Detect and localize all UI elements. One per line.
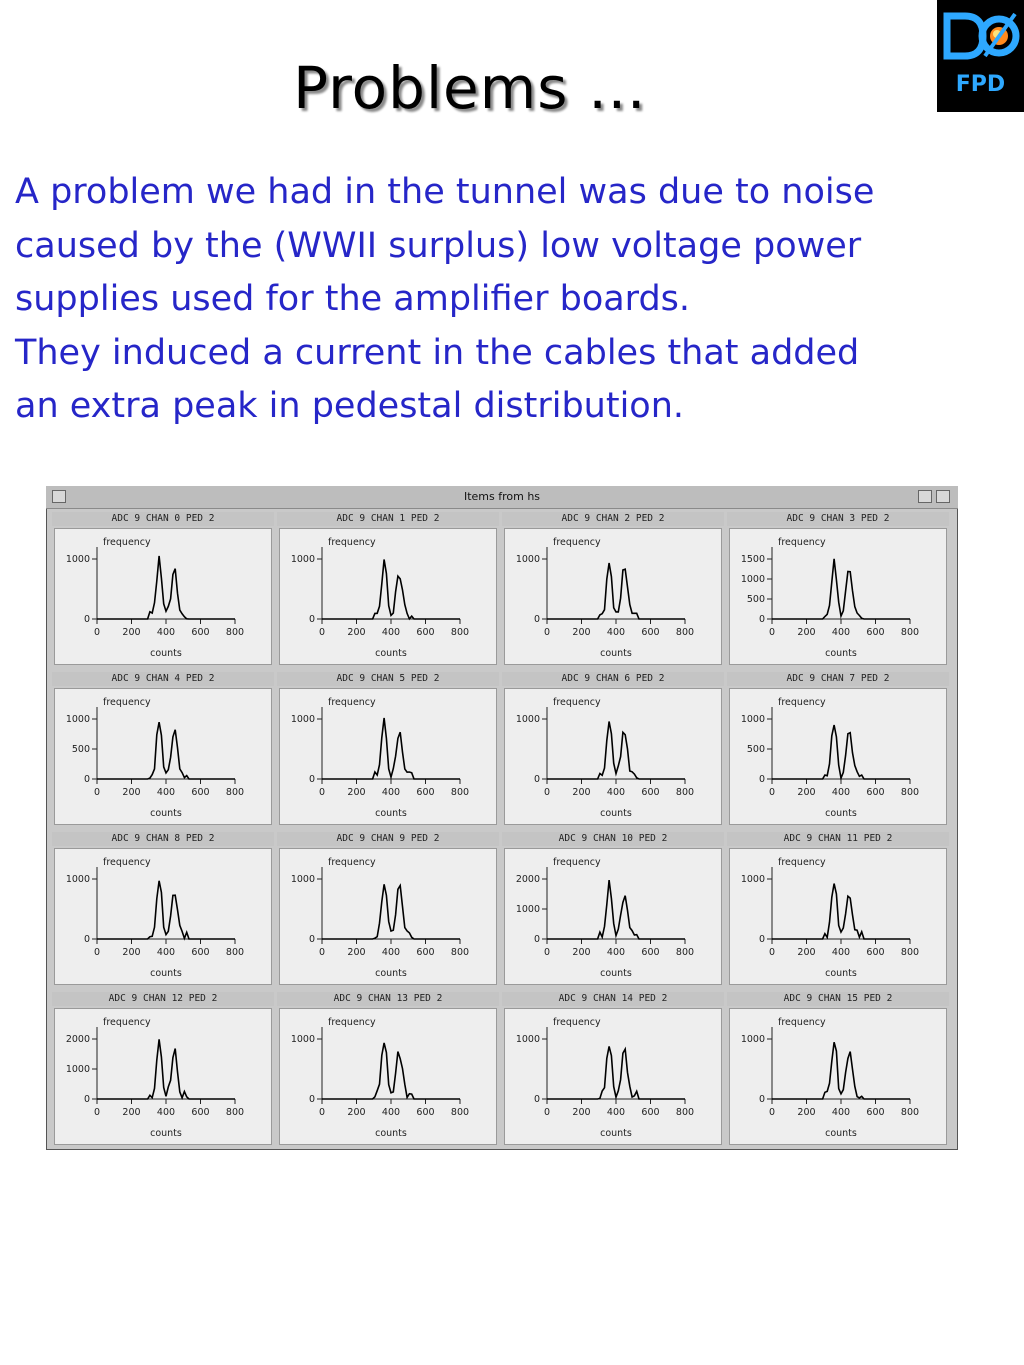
x-tick-label: 200 [347, 627, 366, 638]
x-tick-label: 0 [768, 947, 776, 958]
histogram-header: ADC 9 CHAN 0 PED 2 [52, 512, 274, 526]
histogram-header: ADC 9 CHAN 4 PED 2 [52, 672, 274, 686]
x-tick-label: 0 [543, 627, 551, 638]
d0-fpd-logo [937, 0, 1024, 112]
x-tick-label: 200 [572, 947, 591, 958]
histogram-header: ADC 9 CHAN 8 PED 2 [52, 832, 274, 846]
x-tick-label: 600 [416, 1107, 435, 1118]
fpd-label: FPD [955, 72, 1006, 97]
histogram-curve [97, 722, 235, 779]
y-tick-label: 1000 [740, 874, 765, 885]
histogram-curve [322, 718, 460, 779]
y-tick-label: 1000 [740, 1034, 765, 1045]
histogram-header: ADC 9 CHAN 11 PED 2 [727, 832, 949, 846]
histogram-header: ADC 9 CHAN 2 PED 2 [502, 512, 724, 526]
body-line: an extra peak in pedestal distribution. [15, 386, 685, 426]
x-tick-label: 400 [606, 1107, 626, 1118]
y-tick-label: 1000 [515, 1034, 540, 1045]
x-axis-label: counts [825, 1128, 857, 1139]
histogram-panel [727, 992, 949, 1148]
histogram-plot [729, 848, 947, 985]
histogram-panel [52, 672, 274, 828]
y-axis-label: frequency [103, 857, 151, 868]
x-tick-label: 600 [866, 627, 885, 638]
x-tick-label: 800 [450, 627, 470, 638]
histogram-panel [502, 512, 724, 668]
histogram-panel [502, 672, 724, 828]
histogram-plot [729, 1008, 947, 1145]
x-tick-label: 200 [572, 1107, 591, 1118]
x-tick-label: 400 [606, 627, 626, 638]
y-axis-label: frequency [328, 1017, 376, 1028]
y-tick-label: 0 [758, 934, 765, 945]
x-tick-label: 400 [831, 787, 851, 798]
x-tick-label: 400 [381, 947, 401, 958]
y-axis-label: frequency [553, 857, 601, 868]
x-tick-label: 400 [156, 787, 176, 798]
x-axis-label: counts [600, 1128, 632, 1139]
y-tick-label: 0 [758, 1094, 765, 1105]
y-tick-label: 0 [308, 614, 315, 625]
x-tick-label: 800 [900, 627, 920, 638]
x-tick-label: 0 [768, 787, 776, 798]
x-tick-label: 600 [866, 787, 885, 798]
x-tick-label: 200 [797, 1107, 816, 1118]
histogram-panel [52, 992, 274, 1148]
x-tick-label: 600 [866, 1107, 885, 1118]
x-tick-label: 0 [93, 787, 101, 798]
y-tick-label: 500 [746, 594, 765, 605]
histogram-plot [729, 528, 947, 665]
x-tick-label: 400 [156, 947, 176, 958]
x-tick-label: 400 [381, 1107, 401, 1118]
y-axis-label: frequency [553, 697, 601, 708]
histogram-curve [322, 560, 460, 620]
x-tick-label: 800 [900, 947, 920, 958]
histogram-header: ADC 9 CHAN 15 PED 2 [727, 992, 949, 1006]
x-axis-label: counts [150, 648, 182, 659]
histogram-curve [97, 1039, 235, 1099]
x-tick-label: 800 [450, 1107, 470, 1118]
x-axis-label: counts [600, 968, 632, 979]
x-tick-label: 400 [831, 627, 851, 638]
window-titlebar[interactable] [46, 486, 958, 509]
x-tick-label: 400 [156, 627, 176, 638]
y-tick-label: 1000 [65, 874, 90, 885]
x-tick-label: 800 [675, 947, 695, 958]
x-axis-label: counts [150, 808, 182, 819]
histogram-plot [54, 528, 272, 665]
x-tick-label: 600 [641, 787, 660, 798]
x-tick-label: 800 [900, 787, 920, 798]
x-tick-label: 800 [900, 1107, 920, 1118]
x-tick-label: 200 [347, 1107, 366, 1118]
histogram-panel [727, 672, 949, 828]
y-tick-label: 2000 [515, 874, 540, 885]
histogram-panel [277, 992, 499, 1148]
histogram-plot [279, 688, 497, 825]
y-axis-label: frequency [778, 857, 826, 868]
x-tick-label: 800 [675, 1107, 695, 1118]
x-tick-label: 0 [93, 1107, 101, 1118]
histogram-plot [54, 848, 272, 985]
y-axis-label: frequency [328, 537, 376, 548]
x-tick-label: 600 [416, 947, 435, 958]
x-tick-label: 800 [225, 787, 245, 798]
x-tick-label: 600 [191, 787, 210, 798]
histogram-panel [52, 832, 274, 988]
histogram-header: ADC 9 CHAN 5 PED 2 [277, 672, 499, 686]
y-tick-label: 500 [746, 744, 765, 755]
y-tick-label: 0 [308, 1094, 315, 1105]
x-tick-label: 0 [543, 947, 551, 958]
x-tick-label: 800 [675, 627, 695, 638]
x-tick-label: 200 [347, 947, 366, 958]
y-tick-label: 500 [71, 744, 90, 755]
x-axis-label: counts [600, 648, 632, 659]
y-tick-label: 1000 [740, 714, 765, 725]
x-tick-label: 200 [122, 787, 141, 798]
y-tick-label: 1000 [65, 1064, 90, 1075]
histogram-curve [772, 1042, 910, 1099]
x-axis-label: counts [150, 1128, 182, 1139]
x-tick-label: 0 [93, 627, 101, 638]
x-tick-label: 0 [543, 1107, 551, 1118]
x-tick-label: 200 [122, 1107, 141, 1118]
x-tick-label: 400 [381, 787, 401, 798]
x-tick-label: 400 [381, 627, 401, 638]
y-tick-label: 0 [308, 934, 315, 945]
histogram-curve [547, 1046, 685, 1099]
x-tick-label: 800 [450, 947, 470, 958]
y-tick-label: 1000 [290, 554, 315, 565]
histogram-grid [52, 512, 952, 1146]
histogram-curve [547, 722, 685, 780]
body-line: supplies used for the amplifier boards. [15, 279, 691, 319]
x-axis-label: counts [825, 968, 857, 979]
body-line: caused by the (WWII surplus) low voltage power [15, 225, 862, 266]
x-tick-label: 0 [318, 947, 326, 958]
histogram-panel [502, 992, 724, 1148]
y-tick-label: 2000 [65, 1034, 90, 1045]
x-tick-label: 800 [225, 1107, 245, 1118]
histogram-plot [54, 688, 272, 825]
x-axis-label: counts [375, 968, 407, 979]
y-tick-label: 1000 [515, 714, 540, 725]
x-axis-label: counts [150, 968, 182, 979]
x-tick-label: 800 [450, 787, 470, 798]
histogram-plot [54, 1008, 272, 1145]
histogram-header: ADC 9 CHAN 7 PED 2 [727, 672, 949, 686]
y-tick-label: 1000 [740, 574, 765, 585]
maximize-button[interactable] [936, 490, 950, 503]
body-line: They induced a current in the cables that added [15, 332, 860, 373]
histogram-curve [772, 559, 910, 619]
x-tick-label: 200 [122, 947, 141, 958]
x-tick-label: 800 [675, 787, 695, 798]
y-tick-label: 0 [758, 614, 765, 625]
x-tick-label: 0 [318, 627, 326, 638]
histogram-plot [504, 688, 722, 825]
histogram-plot [504, 528, 722, 665]
histogram-panel [502, 832, 724, 988]
d0-logo-icon [937, 0, 1024, 72]
x-tick-label: 600 [866, 947, 885, 958]
x-tick-label: 0 [318, 787, 326, 798]
y-axis-label: frequency [778, 1017, 826, 1028]
y-axis-label: frequency [328, 697, 376, 708]
y-tick-label: 1000 [290, 714, 315, 725]
x-axis-label: counts [375, 648, 407, 659]
x-tick-label: 600 [191, 947, 210, 958]
y-tick-label: 0 [83, 1094, 90, 1105]
histogram-panel [277, 512, 499, 668]
histogram-curve [547, 880, 685, 939]
x-axis-label: counts [825, 648, 857, 659]
x-tick-label: 600 [416, 787, 435, 798]
x-axis-label: counts [600, 808, 632, 819]
histogram-plot [729, 688, 947, 825]
x-tick-label: 800 [225, 627, 245, 638]
x-tick-label: 200 [572, 787, 591, 798]
histogram-curve [547, 563, 685, 619]
histogram-panel [277, 832, 499, 988]
y-axis-label: frequency [778, 537, 826, 548]
x-tick-label: 600 [641, 1107, 660, 1118]
histogram-curve [97, 881, 235, 939]
y-tick-label: 0 [308, 774, 315, 785]
histogram-header: ADC 9 CHAN 14 PED 2 [502, 992, 724, 1006]
histogram-window [46, 486, 958, 1150]
y-tick-label: 0 [533, 774, 540, 785]
y-tick-label: 0 [83, 614, 90, 625]
y-tick-label: 0 [533, 934, 540, 945]
x-axis-label: counts [375, 1128, 407, 1139]
y-tick-label: 1500 [740, 554, 765, 565]
minimize-button[interactable] [918, 490, 932, 503]
x-tick-label: 400 [606, 787, 626, 798]
y-axis-label: frequency [553, 537, 601, 548]
histogram-plot [279, 1008, 497, 1145]
x-tick-label: 800 [225, 947, 245, 958]
x-tick-label: 400 [831, 947, 851, 958]
histogram-panel [277, 672, 499, 828]
x-tick-label: 200 [797, 627, 816, 638]
x-tick-label: 200 [797, 947, 816, 958]
slide-title: Problems … [293, 54, 647, 122]
y-tick-label: 1000 [65, 554, 90, 565]
x-tick-label: 0 [543, 787, 551, 798]
y-axis-label: frequency [103, 537, 151, 548]
histogram-plot [504, 848, 722, 985]
histogram-header: ADC 9 CHAN 12 PED 2 [52, 992, 274, 1006]
histogram-plot [279, 848, 497, 985]
y-tick-label: 0 [83, 934, 90, 945]
x-tick-label: 600 [191, 627, 210, 638]
x-tick-label: 600 [416, 627, 435, 638]
y-axis-label: frequency [103, 697, 151, 708]
y-axis-label: frequency [103, 1017, 151, 1028]
histogram-panel [727, 832, 949, 988]
x-tick-label: 600 [191, 1107, 210, 1118]
x-tick-label: 200 [797, 787, 816, 798]
x-axis-label: counts [375, 808, 407, 819]
histogram-plot [279, 528, 497, 665]
histogram-panel [52, 512, 274, 668]
x-tick-label: 600 [641, 947, 660, 958]
histogram-panel [727, 512, 949, 668]
y-axis-label: frequency [328, 857, 376, 868]
x-tick-label: 600 [641, 627, 660, 638]
histogram-header: ADC 9 CHAN 3 PED 2 [727, 512, 949, 526]
histogram-header: ADC 9 CHAN 13 PED 2 [277, 992, 499, 1006]
x-tick-label: 400 [156, 1107, 176, 1118]
histogram-curve [772, 725, 910, 779]
x-tick-label: 400 [831, 1107, 851, 1118]
body-paragraph [15, 166, 1015, 434]
x-tick-label: 200 [572, 627, 591, 638]
histogram-header: ADC 9 CHAN 9 PED 2 [277, 832, 499, 846]
window-title: Items from hs [463, 490, 541, 503]
histogram-curve [772, 884, 910, 939]
y-tick-label: 1000 [290, 874, 315, 885]
x-tick-label: 200 [347, 787, 366, 798]
y-tick-label: 1000 [65, 714, 90, 725]
histogram-curve [322, 1043, 460, 1099]
y-tick-label: 0 [758, 774, 765, 785]
x-tick-label: 400 [606, 947, 626, 958]
y-tick-label: 1000 [515, 904, 540, 915]
histogram-curve [322, 884, 460, 939]
y-tick-label: 0 [83, 774, 90, 785]
x-tick-label: 0 [768, 1107, 776, 1118]
body-line: A problem we had in the tunnel was due to noise [15, 172, 875, 212]
x-tick-label: 200 [122, 627, 141, 638]
y-tick-label: 1000 [290, 1034, 315, 1045]
x-tick-label: 0 [768, 627, 776, 638]
histogram-curve [97, 556, 235, 619]
y-tick-label: 0 [533, 614, 540, 625]
y-tick-label: 0 [533, 1094, 540, 1105]
y-axis-label: frequency [553, 1017, 601, 1028]
histogram-plot [504, 1008, 722, 1145]
x-tick-label: 0 [93, 947, 101, 958]
histogram-header: ADC 9 CHAN 6 PED 2 [502, 672, 724, 686]
y-tick-label: 1000 [515, 554, 540, 565]
x-tick-label: 0 [318, 1107, 326, 1118]
histogram-header: ADC 9 CHAN 1 PED 2 [277, 512, 499, 526]
y-axis-label: frequency [778, 697, 826, 708]
histogram-header: ADC 9 CHAN 10 PED 2 [502, 832, 724, 846]
x-axis-label: counts [825, 808, 857, 819]
